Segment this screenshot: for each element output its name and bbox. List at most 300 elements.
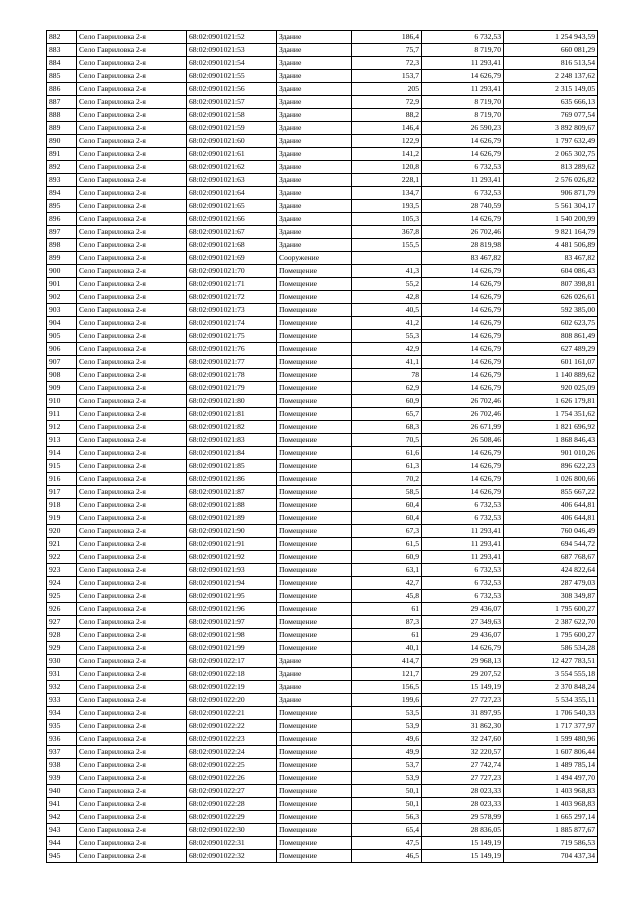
area-cell: 40,5 <box>352 304 422 317</box>
area-cell: 61,6 <box>352 447 422 460</box>
row-number-cell: 903 <box>47 304 77 317</box>
area-cell: 53,9 <box>352 720 422 733</box>
cadastral-value-cell: 1 403 968,83 <box>504 785 598 798</box>
cadastral-value-cell: 855 667,22 <box>504 486 598 499</box>
unit-value-cell: 28 836,05 <box>422 824 504 837</box>
settlement-cell: Село Гавриловка 2-я <box>77 772 187 785</box>
object-type-cell: Помещение <box>277 538 352 551</box>
unit-value-cell: 29 207,52 <box>422 668 504 681</box>
settlement-cell: Село Гавриловка 2-я <box>77 746 187 759</box>
table-row <box>47 772 598 785</box>
unit-value-cell: 14 626,79 <box>422 486 504 499</box>
area-cell: 47,5 <box>352 837 422 850</box>
table-row <box>47 837 598 850</box>
row-number-cell: 928 <box>47 629 77 642</box>
object-type-cell: Помещение <box>277 798 352 811</box>
object-type-cell: Помещение <box>277 603 352 616</box>
settlement-cell: Село Гавриловка 2-я <box>77 109 187 122</box>
cadastral-number-cell: 68:02:0901021:85 <box>187 460 277 473</box>
cadastral-value-cell: 604 086,43 <box>504 265 598 278</box>
row-number-cell: 919 <box>47 512 77 525</box>
settlement-cell: Село Гавриловка 2-я <box>77 434 187 447</box>
area-cell: 120,8 <box>352 161 422 174</box>
table-row <box>47 57 598 70</box>
area-cell: 121,7 <box>352 668 422 681</box>
table-row <box>47 850 598 863</box>
unit-value-cell: 32 247,60 <box>422 733 504 746</box>
cadastral-value-cell: 1 599 480,96 <box>504 733 598 746</box>
cadastral-number-cell: 68:02:0901021:92 <box>187 551 277 564</box>
unit-value-cell: 8 719,70 <box>422 44 504 57</box>
object-type-cell: Помещение <box>277 447 352 460</box>
table-row <box>47 265 598 278</box>
cadastral-value-cell: 592 385,00 <box>504 304 598 317</box>
cadastral-number-cell: 68:02:0901021:77 <box>187 356 277 369</box>
settlement-cell: Село Гавриловка 2-я <box>77 603 187 616</box>
cadastral-value-cell: 1 795 600,27 <box>504 629 598 642</box>
cadastral-value-cell: 719 586,53 <box>504 837 598 850</box>
area-cell: 88,2 <box>352 109 422 122</box>
area-cell: 50,1 <box>352 798 422 811</box>
row-number-cell: 899 <box>47 252 77 265</box>
row-number-cell: 897 <box>47 226 77 239</box>
unit-value-cell: 27 742,74 <box>422 759 504 772</box>
cadastral-value-cell: 704 437,34 <box>504 850 598 863</box>
unit-value-cell: 6 732,53 <box>422 161 504 174</box>
table-row <box>47 798 598 811</box>
object-type-cell: Здание <box>277 226 352 239</box>
table-row <box>47 785 598 798</box>
settlement-cell: Село Гавриловка 2-я <box>77 369 187 382</box>
cadastral-number-cell: 68:02:0901021:55 <box>187 70 277 83</box>
cadastral-value-cell: 920 025,09 <box>504 382 598 395</box>
cadastral-number-cell: 68:02:0901021:72 <box>187 291 277 304</box>
row-number-cell: 945 <box>47 850 77 863</box>
table-row <box>47 538 598 551</box>
table-row <box>47 291 598 304</box>
cadastral-number-cell: 68:02:0901021:99 <box>187 642 277 655</box>
area-cell: 186,4 <box>352 31 422 44</box>
object-type-cell: Помещение <box>277 382 352 395</box>
settlement-cell: Село Гавриловка 2-я <box>77 798 187 811</box>
cadastral-number-cell: 68:02:0901022:30 <box>187 824 277 837</box>
settlement-cell: Село Гавриловка 2-я <box>77 304 187 317</box>
object-type-cell: Здание <box>277 31 352 44</box>
settlement-cell: Село Гавриловка 2-я <box>77 291 187 304</box>
settlement-cell: Село Гавриловка 2-я <box>77 720 187 733</box>
row-number-cell: 887 <box>47 96 77 109</box>
row-number-cell: 883 <box>47 44 77 57</box>
unit-value-cell: 83 467,82 <box>422 252 504 265</box>
cadastral-value-cell: 3 892 809,67 <box>504 122 598 135</box>
table-row <box>47 473 598 486</box>
settlement-cell: Село Гавриловка 2-я <box>77 473 187 486</box>
row-number-cell: 895 <box>47 200 77 213</box>
cadastral-number-cell: 68:02:0901022:29 <box>187 811 277 824</box>
table-row <box>47 460 598 473</box>
cadastral-number-cell: 68:02:0901021:58 <box>187 109 277 122</box>
unit-value-cell: 6 732,53 <box>422 577 504 590</box>
unit-value-cell: 6 732,53 <box>422 564 504 577</box>
area-cell: 53,7 <box>352 759 422 772</box>
table-row <box>47 759 598 772</box>
cadastral-number-cell: 68:02:0901022:21 <box>187 707 277 720</box>
row-number-cell: 898 <box>47 239 77 252</box>
cadastral-value-cell: 813 289,62 <box>504 161 598 174</box>
cadastral-number-cell: 68:02:0901021:62 <box>187 161 277 174</box>
cadastral-number-cell: 68:02:0901021:95 <box>187 590 277 603</box>
cadastral-value-cell: 1 797 632,49 <box>504 135 598 148</box>
row-number-cell: 943 <box>47 824 77 837</box>
table-row <box>47 31 598 44</box>
object-type-cell: Помещение <box>277 421 352 434</box>
table-row <box>47 421 598 434</box>
unit-value-cell: 6 732,53 <box>422 512 504 525</box>
table-row <box>47 369 598 382</box>
object-type-cell: Здание <box>277 44 352 57</box>
row-number-cell: 909 <box>47 382 77 395</box>
area-cell: 70,5 <box>352 434 422 447</box>
settlement-cell: Село Гавриловка 2-я <box>77 213 187 226</box>
settlement-cell: Село Гавриловка 2-я <box>77 733 187 746</box>
row-number-cell: 910 <box>47 395 77 408</box>
row-number-cell: 937 <box>47 746 77 759</box>
table-row <box>47 330 598 343</box>
object-type-cell: Здание <box>277 200 352 213</box>
table-row <box>47 733 598 746</box>
unit-value-cell: 26 702,46 <box>422 408 504 421</box>
table-row <box>47 239 598 252</box>
cadastral-value-cell: 308 349,87 <box>504 590 598 603</box>
area-cell: 42,9 <box>352 343 422 356</box>
unit-value-cell: 27 727,23 <box>422 772 504 785</box>
object-type-cell: Здание <box>277 148 352 161</box>
row-number-cell: 886 <box>47 83 77 96</box>
cadastral-value-cell: 1 754 351,62 <box>504 408 598 421</box>
table-row <box>47 681 598 694</box>
row-number-cell: 900 <box>47 265 77 278</box>
row-number-cell: 941 <box>47 798 77 811</box>
area-cell: 75,7 <box>352 44 422 57</box>
area-cell: 61 <box>352 629 422 642</box>
area-cell: 146,4 <box>352 122 422 135</box>
cadastral-number-cell: 68:02:0901021:93 <box>187 564 277 577</box>
unit-value-cell: 8 719,70 <box>422 96 504 109</box>
cadastral-number-cell: 68:02:0901021:94 <box>187 577 277 590</box>
unit-value-cell: 26 702,46 <box>422 226 504 239</box>
unit-value-cell: 14 626,79 <box>422 278 504 291</box>
cadastral-number-cell: 68:02:0901021:89 <box>187 512 277 525</box>
table-row <box>47 278 598 291</box>
settlement-cell: Село Гавриловка 2-я <box>77 681 187 694</box>
settlement-cell: Село Гавриловка 2-я <box>77 824 187 837</box>
unit-value-cell: 31 897,95 <box>422 707 504 720</box>
table-row <box>47 148 598 161</box>
cadastral-value-cell: 5 561 304,17 <box>504 200 598 213</box>
settlement-cell: Село Гавриловка 2-я <box>77 707 187 720</box>
object-type-cell: Помещение <box>277 512 352 525</box>
object-type-cell: Помещение <box>277 759 352 772</box>
unit-value-cell: 6 732,53 <box>422 590 504 603</box>
area-cell: 65,4 <box>352 824 422 837</box>
area-cell: 41,3 <box>352 265 422 278</box>
object-type-cell: Здание <box>277 135 352 148</box>
area-cell: 61,3 <box>352 460 422 473</box>
cadastral-value-cell: 406 644,81 <box>504 499 598 512</box>
unit-value-cell: 29 436,07 <box>422 603 504 616</box>
unit-value-cell: 14 626,79 <box>422 291 504 304</box>
row-number-cell: 932 <box>47 681 77 694</box>
cadastral-number-cell: 68:02:0901022:26 <box>187 772 277 785</box>
object-type-cell: Помещение <box>277 590 352 603</box>
area-cell: 105,3 <box>352 213 422 226</box>
area-cell: 61,5 <box>352 538 422 551</box>
settlement-cell: Село Гавриловка 2-я <box>77 785 187 798</box>
cadastral-value-cell: 5 534 355,11 <box>504 694 598 707</box>
table-row <box>47 551 598 564</box>
area-cell: 199,6 <box>352 694 422 707</box>
row-number-cell: 917 <box>47 486 77 499</box>
cadastral-value-cell: 2 065 302,75 <box>504 148 598 161</box>
settlement-cell: Село Гавриловка 2-я <box>77 135 187 148</box>
cadastral-number-cell: 68:02:0901022:17 <box>187 655 277 668</box>
object-type-cell: Здание <box>277 681 352 694</box>
row-number-cell: 888 <box>47 109 77 122</box>
row-number-cell: 926 <box>47 603 77 616</box>
cadastral-value-cell: 635 666,13 <box>504 96 598 109</box>
cadastral-number-cell: 68:02:0901021:75 <box>187 330 277 343</box>
cadastral-number-cell: 68:02:0901022:25 <box>187 759 277 772</box>
cadastral-number-cell: 68:02:0901021:60 <box>187 135 277 148</box>
settlement-cell: Село Гавриловка 2-я <box>77 252 187 265</box>
settlement-cell: Село Гавриловка 2-я <box>77 577 187 590</box>
table-row <box>47 603 598 616</box>
object-type-cell: Помещение <box>277 720 352 733</box>
cadastral-value-cell: 1 821 696,92 <box>504 421 598 434</box>
table-row <box>47 304 598 317</box>
cadastral-number-cell: 68:02:0901022:32 <box>187 850 277 863</box>
object-type-cell: Здание <box>277 694 352 707</box>
settlement-cell: Село Гавриловка 2-я <box>77 655 187 668</box>
cadastral-value-cell: 816 513,54 <box>504 57 598 70</box>
settlement-cell: Село Гавриловка 2-я <box>77 226 187 239</box>
table-row <box>47 109 598 122</box>
unit-value-cell: 15 149,19 <box>422 837 504 850</box>
settlement-cell: Село Гавриловка 2-я <box>77 590 187 603</box>
settlement-cell: Село Гавриловка 2-я <box>77 265 187 278</box>
row-number-cell: 904 <box>47 317 77 330</box>
area-cell: 134,7 <box>352 187 422 200</box>
object-type-cell: Помещение <box>277 408 352 421</box>
cadastral-value-cell: 906 871,79 <box>504 187 598 200</box>
area-cell: 41,2 <box>352 317 422 330</box>
table-row <box>47 174 598 187</box>
cadastral-value-cell: 1 626 179,81 <box>504 395 598 408</box>
area-cell: 40,1 <box>352 642 422 655</box>
object-type-cell: Помещение <box>277 629 352 642</box>
table-row <box>47 447 598 460</box>
object-type-cell: Здание <box>277 213 352 226</box>
area-cell: 153,7 <box>352 70 422 83</box>
cadastral-number-cell: 68:02:0901021:78 <box>187 369 277 382</box>
table-row <box>47 96 598 109</box>
area-cell: 156,5 <box>352 681 422 694</box>
cadastral-number-cell: 68:02:0901021:69 <box>187 252 277 265</box>
row-number-cell: 885 <box>47 70 77 83</box>
row-number-cell: 916 <box>47 473 77 486</box>
area-cell: 55,3 <box>352 330 422 343</box>
cadastral-number-cell: 68:02:0901022:18 <box>187 668 277 681</box>
settlement-cell: Село Гавриловка 2-я <box>77 408 187 421</box>
area-cell: 41,1 <box>352 356 422 369</box>
area-cell: 55,2 <box>352 278 422 291</box>
row-number-cell: 929 <box>47 642 77 655</box>
cadastral-number-cell: 68:02:0901021:96 <box>187 603 277 616</box>
cadastral-number-cell: 68:02:0901021:56 <box>187 83 277 96</box>
cadastral-value-cell: 4 481 506,89 <box>504 239 598 252</box>
unit-value-cell: 14 626,79 <box>422 70 504 83</box>
unit-value-cell: 14 626,79 <box>422 447 504 460</box>
row-number-cell: 894 <box>47 187 77 200</box>
row-number-cell: 944 <box>47 837 77 850</box>
row-number-cell: 901 <box>47 278 77 291</box>
cadastral-value-cell: 760 046,49 <box>504 525 598 538</box>
row-number-cell: 924 <box>47 577 77 590</box>
area-cell: 87,3 <box>352 616 422 629</box>
row-number-cell: 942 <box>47 811 77 824</box>
table-row <box>47 486 598 499</box>
cadastral-number-cell: 68:02:0901021:73 <box>187 304 277 317</box>
row-number-cell: 931 <box>47 668 77 681</box>
cadastral-value-cell: 287 479,03 <box>504 577 598 590</box>
table-row <box>47 44 598 57</box>
row-number-cell: 912 <box>47 421 77 434</box>
unit-value-cell: 6 732,53 <box>422 187 504 200</box>
cadastral-value-cell: 12 427 783,51 <box>504 655 598 668</box>
object-type-cell: Помещение <box>277 291 352 304</box>
cadastral-number-cell: 68:02:0901021:86 <box>187 473 277 486</box>
cadastral-number-cell: 68:02:0901021:71 <box>187 278 277 291</box>
cadastral-value-cell: 627 489,29 <box>504 343 598 356</box>
area-cell: 193,5 <box>352 200 422 213</box>
cadastral-number-cell: 68:02:0901021:54 <box>187 57 277 70</box>
unit-value-cell: 14 626,79 <box>422 369 504 382</box>
row-number-cell: 922 <box>47 551 77 564</box>
area-cell <box>352 252 422 265</box>
cadastral-number-cell: 68:02:0901022:28 <box>187 798 277 811</box>
settlement-cell: Село Гавриловка 2-я <box>77 811 187 824</box>
table-row <box>47 200 598 213</box>
object-type-cell: Помещение <box>277 824 352 837</box>
table-row <box>47 434 598 447</box>
cadastral-value-cell: 2 387 622,70 <box>504 616 598 629</box>
object-type-cell: Здание <box>277 161 352 174</box>
unit-value-cell: 28 819,98 <box>422 239 504 252</box>
settlement-cell: Село Гавриловка 2-я <box>77 70 187 83</box>
row-number-cell: 893 <box>47 174 77 187</box>
cadastral-number-cell: 68:02:0901021:53 <box>187 44 277 57</box>
cadastral-number-cell: 68:02:0901022:20 <box>187 694 277 707</box>
unit-value-cell: 14 626,79 <box>422 135 504 148</box>
settlement-cell: Село Гавриловка 2-я <box>77 356 187 369</box>
cadastral-value-cell: 9 821 164,79 <box>504 226 598 239</box>
area-cell: 68,3 <box>352 421 422 434</box>
cadastral-number-cell: 68:02:0901021:87 <box>187 486 277 499</box>
cadastral-number-cell: 68:02:0901021:63 <box>187 174 277 187</box>
unit-value-cell: 26 508,46 <box>422 434 504 447</box>
object-type-cell: Помещение <box>277 356 352 369</box>
cadastral-number-cell: 68:02:0901021:66 <box>187 213 277 226</box>
unit-value-cell: 26 590,23 <box>422 122 504 135</box>
object-type-cell: Помещение <box>277 369 352 382</box>
row-number-cell: 921 <box>47 538 77 551</box>
settlement-cell: Село Гавриловка 2-я <box>77 317 187 330</box>
row-number-cell: 892 <box>47 161 77 174</box>
cadastral-value-cell: 1 489 785,14 <box>504 759 598 772</box>
table-row <box>47 382 598 395</box>
unit-value-cell: 14 626,79 <box>422 642 504 655</box>
unit-value-cell: 26 702,46 <box>422 395 504 408</box>
object-type-cell: Помещение <box>277 525 352 538</box>
table-row <box>47 226 598 239</box>
cadastral-number-cell: 68:02:0901022:22 <box>187 720 277 733</box>
area-cell: 60,4 <box>352 499 422 512</box>
row-number-cell: 927 <box>47 616 77 629</box>
settlement-cell: Село Гавриловка 2-я <box>77 382 187 395</box>
unit-value-cell: 29 578,99 <box>422 811 504 824</box>
table-row <box>47 720 598 733</box>
table-row <box>47 343 598 356</box>
table-row <box>47 746 598 759</box>
row-number-cell: 940 <box>47 785 77 798</box>
area-cell: 414,7 <box>352 655 422 668</box>
cadastral-value-cell: 1 868 846,43 <box>504 434 598 447</box>
row-number-cell: 933 <box>47 694 77 707</box>
cadastral-value-cell: 1 403 968,83 <box>504 798 598 811</box>
area-cell: 155,5 <box>352 239 422 252</box>
cadastral-number-cell: 68:02:0901021:70 <box>187 265 277 278</box>
cadastral-value-cell: 1 026 800,66 <box>504 473 598 486</box>
cadastral-value-cell: 1 665 297,14 <box>504 811 598 824</box>
cadastral-value-cell: 2 315 149,05 <box>504 83 598 96</box>
unit-value-cell: 6 732,53 <box>422 499 504 512</box>
row-number-cell: 908 <box>47 369 77 382</box>
cadastral-value-cell: 626 026,61 <box>504 291 598 304</box>
table-body <box>47 31 598 863</box>
row-number-cell: 902 <box>47 291 77 304</box>
settlement-cell: Село Гавриловка 2-я <box>77 837 187 850</box>
unit-value-cell: 15 149,19 <box>422 850 504 863</box>
cadastral-value-cell: 687 768,67 <box>504 551 598 564</box>
cadastral-number-cell: 68:02:0901022:31 <box>187 837 277 850</box>
cadastral-number-cell: 68:02:0901021:57 <box>187 96 277 109</box>
cadastral-value-cell: 424 822,64 <box>504 564 598 577</box>
table-row <box>47 577 598 590</box>
cadastral-value-cell: 406 644,81 <box>504 512 598 525</box>
object-type-cell: Помещение <box>277 577 352 590</box>
row-number-cell: 884 <box>47 57 77 70</box>
area-cell: 65,7 <box>352 408 422 421</box>
area-cell: 49,6 <box>352 733 422 746</box>
object-type-cell: Здание <box>277 187 352 200</box>
unit-value-cell: 14 626,79 <box>422 473 504 486</box>
area-cell: 72,9 <box>352 96 422 109</box>
row-number-cell: 935 <box>47 720 77 733</box>
area-cell: 60,4 <box>352 512 422 525</box>
area-cell: 42,8 <box>352 291 422 304</box>
unit-value-cell: 15 149,19 <box>422 681 504 694</box>
cadastral-value-cell: 1 706 540,33 <box>504 707 598 720</box>
